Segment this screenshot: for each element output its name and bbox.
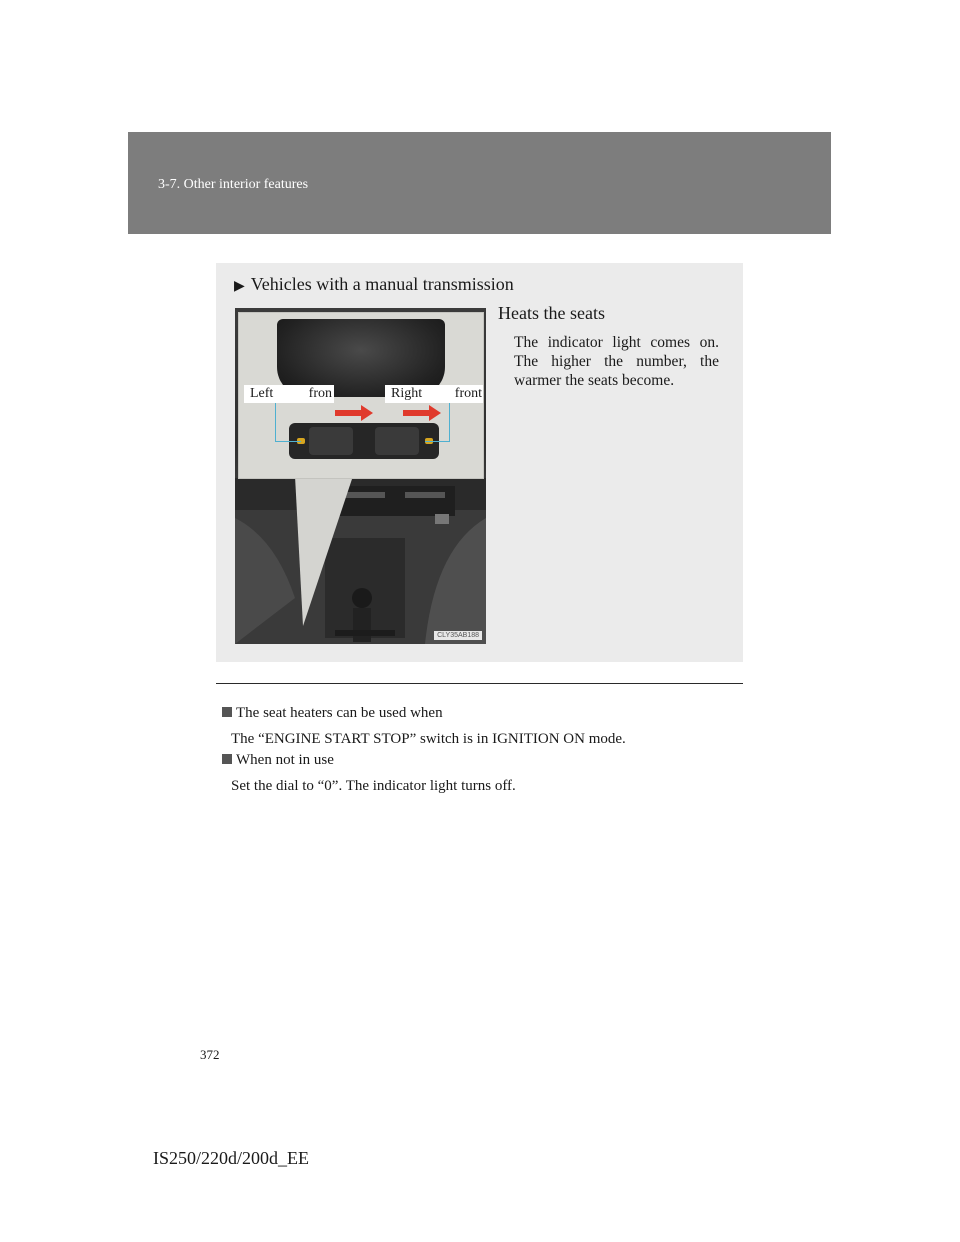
right-arrow-icon xyxy=(403,405,441,421)
heats-description: The indicator light comes on. The higher the number, the warmer the seats become. xyxy=(514,334,719,389)
box-title-text: Vehicles with a manual transmission xyxy=(250,274,514,294)
square-bullet-icon xyxy=(222,707,232,717)
leader-line xyxy=(449,403,450,441)
triangle-bullet-icon: ▶ xyxy=(234,279,245,294)
note-heading-text: When not in use xyxy=(236,752,334,768)
note-heading xyxy=(222,752,334,769)
note-heading xyxy=(222,705,443,722)
left-front-label xyxy=(244,385,334,403)
right-arrow-icon xyxy=(335,405,373,421)
seat-heater-photo xyxy=(235,308,486,644)
right-label-word2: front xyxy=(454,386,482,401)
divider-rule xyxy=(216,683,743,684)
leader-line xyxy=(275,403,276,441)
heater-control-panel xyxy=(289,423,439,459)
dashboard-illustration xyxy=(235,478,486,644)
note-body: The “ENGINE START STOP” switch is in IGNITION ON mode. xyxy=(231,731,626,747)
inset-closeup xyxy=(238,312,484,479)
header-band xyxy=(128,132,831,234)
note-heading-text: The seat heaters can be used when xyxy=(236,705,443,721)
square-bullet-icon xyxy=(222,754,232,764)
image-code: CLY35AB188 xyxy=(434,631,482,640)
page-number: 372 xyxy=(200,1047,220,1062)
left-label-word: Left xyxy=(250,386,274,401)
content-box xyxy=(216,263,743,662)
leader-line xyxy=(425,441,450,442)
right-seat-heater-dial[interactable] xyxy=(375,427,419,455)
right-label-word: Right xyxy=(391,386,423,401)
heats-title: Heats the seats xyxy=(498,303,605,323)
left-seat-heater-dial[interactable] xyxy=(309,427,353,455)
left-label-word2: fron xyxy=(308,386,332,401)
leader-line xyxy=(275,441,301,442)
note-body: Set the dial to “0”. The indicator light turns off. xyxy=(231,778,516,794)
box-title xyxy=(234,274,514,295)
callout-pointer xyxy=(295,476,353,626)
footer-model-code: IS250/220d/200d_EE xyxy=(153,1148,309,1168)
right-front-label xyxy=(385,385,484,403)
section-label: 3-7. Other interior features xyxy=(158,177,309,192)
